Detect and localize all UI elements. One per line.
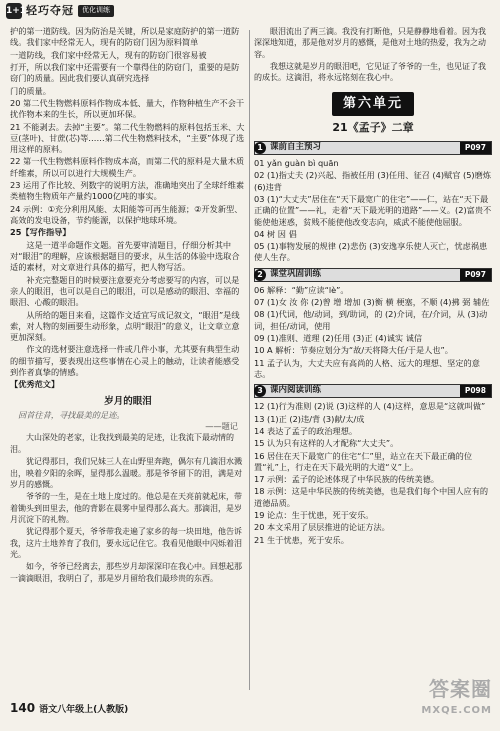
answer-item: 17 示例：孟子的论述体现了中华民族的传统美德。 xyxy=(254,474,439,485)
unit-title: 第六单元 xyxy=(332,92,414,116)
section-title: 课前自主预习 xyxy=(270,142,322,153)
answer-item: 14 表达了孟子的政治理想。 xyxy=(254,425,358,436)
brand-sub: 优化训练 xyxy=(78,5,114,17)
answer-item: 15 认为只有这样的人才配称“大丈夫”。 xyxy=(254,438,399,449)
book-title: 语文八年级上(人教版) xyxy=(39,705,129,715)
essay-paragraph: 如今，爷爷已经离去，那些岁月却深深印在我心中。回想起那一滴滴眼泪，我明白了，那是岁月留给我们最珍贵的东西。 xyxy=(10,562,242,583)
section-title: 课内阅读训练 xyxy=(270,385,322,396)
section-page-ref: P097 xyxy=(460,142,491,154)
answer-item: 20 本文采用了层层推进的论证方法。 xyxy=(254,522,390,533)
essay-paragraph: 大山深处的老家，让我找到最美的足迹，让我流下最动情的泪。 xyxy=(10,433,234,454)
answer-item: 18 示例：这是中华民族的传统美德，也是我们每个中国人应有的道德品质。 xyxy=(254,486,489,508)
answer-item: 01 yǎn guàn bì quān xyxy=(254,157,339,168)
right-column xyxy=(254,26,492,698)
watermark xyxy=(421,676,492,717)
text-line: 门的质量。 xyxy=(10,85,51,96)
answer-item: 22 第一代生物燃料原料作物成本高，而第二代的原料是大量木质纤维素，所以可以进行大规模生产。 xyxy=(10,156,245,178)
answer-item: 16 居住在天下最宽广的住宅“仁”里，站立在天下最正确的位置“礼”上，行走在天下最光明的大道“义”上。 xyxy=(254,450,473,472)
page-footer xyxy=(10,700,128,717)
left-column xyxy=(10,26,246,698)
answer-item: 24 示例：①充分利用风能、太阳能等可再生能源；②开发新型、高效的发电设备，节约能源，以保护地球环境。 xyxy=(10,203,243,225)
writing-guide-text: 从所给的题目来看，这篇作文适宜写成记叙文，“眼泪”是线索，对人物的刻画要生动形象，点明“眼泪”的意义，让文章立意更加深刻。 xyxy=(10,309,240,343)
watermark-url: MXQE.COM xyxy=(421,704,492,716)
essay-paragraph: 我想这就是岁月的眼泪吧，它见证了爷爷的一生，也见证了我的成长。这滴泪，将永远铭刻在我心中。 xyxy=(254,62,486,83)
essay-paragraph: 眼泪流出了两三滴。我没有打断他，只是静静地看着。因为我深深地知道，那是他对岁月的感慨，是他对土地的热爱，我为之动容。 xyxy=(254,27,486,59)
section-number: 2 xyxy=(254,269,266,281)
answer-item: 07 (1)女 汝 你 (2)曾 增 增加 (3)衡 横 梗塞，不顺 (4)拂 弼 辅佐 xyxy=(254,297,490,308)
answer-item: 04 树 因 倡 xyxy=(254,228,297,239)
watermark-text: 答案圈 xyxy=(429,677,492,701)
text-line: 20 第二代生物燃料原料作物成本低、量大，作物种植生产不会干扰作物本来的生长，所以更加环保。 xyxy=(10,97,245,120)
answer-item: 23 运用了作比较、列数字的说明方法，准确地突出了全球纤维素类植物生物质年产量约1000亿吨的事实。 xyxy=(10,180,245,202)
answer-item: 13 (1)正 (2)违/背 (3)献/太/成 xyxy=(254,413,365,424)
sample-essay-heading: 【优秀范文】 xyxy=(10,379,60,390)
section-bar-preview xyxy=(254,141,492,155)
text-line: 打开，所以我们家中还需要有一个靠得住的防窃门，重要的是防窃门的质量。因此我们要认真研究选择 xyxy=(10,61,240,84)
brand xyxy=(6,3,114,19)
answer-item: 09 (1)准则、道理 (2)任用 (3)正 (4)诚实 诚信 xyxy=(254,333,423,344)
essay-paragraph: 爷爷的一生，是在土地上度过的。他总是在天亮前就起床，带着锄头到田里去，他的背影在晨雾中显得那么高大。那滴泪，是岁月沉淀下的礼物。 xyxy=(10,492,242,524)
answer-item: 03 (1)“大丈夫”居住在“天下最宽广的住宅”——仁，站在“天下最正确的位置”——礼，走着“天下最光明的道路”——义。(2)富贵不能使他迷惑，贫贱不能使他改变志向，威武不能使他屈服。 xyxy=(254,193,492,227)
essay-paragraph: 犹记得那日，我们兄妹三人在山野里奔跑，偶尔有几滴泪水溅出，映着夕阳的余晖，显得那么温暖。那是爷爷留下的泪，满是对岁月的感慨。 xyxy=(10,457,242,489)
essay-continuation xyxy=(254,26,492,84)
answer-item: 06 解释：“勤”应读“lè”。 xyxy=(254,284,349,295)
section-bar-reading xyxy=(254,384,492,398)
answer-item: 19 论点：生于忧患，死于安乐。 xyxy=(254,510,374,521)
section-title: 课堂巩固训练 xyxy=(270,268,322,279)
text-line: 一道防线，我们家中经常无人，现有的防窃门很容易被 xyxy=(10,49,207,60)
page-header xyxy=(0,0,500,22)
answer-item: 21 生于忧患，死于安乐。 xyxy=(254,534,349,545)
answer-item: 12 (1)行为准则 (2)说 (3)这样的人 (4)这样，意思是“这就叫做” xyxy=(254,401,486,412)
section-page-ref: P098 xyxy=(460,385,491,397)
writing-guide-text: 补充完整题目的时候要注意要充分考虑要写的内容，可以是亲人的眼泪，也可以是自己的眼泪，可以是感动的眼泪、幸福的眼泪、心酸的眼泪。 xyxy=(10,274,240,308)
section-page-ref: P097 xyxy=(460,269,491,281)
essay-paragraph: 犹记得那个夏天，爷爷带我走遍了家乡的每一块田地，他告诉我，这片土地养育了我们，要永远记住它。我看见他眼中闪烁着泪光。 xyxy=(10,527,242,560)
essay-epigraph-source: ——题记 xyxy=(205,421,238,432)
answer-item: 10 A 解析：节奏应划分为“故/天将降大任/于是人也”。 xyxy=(254,345,453,356)
brand-logo: 1+1 xyxy=(6,3,22,19)
writing-guide-text: 这是一道半命题作文题。首先要审清题目，仔细分析其中对“眼泪”的理解，应该根据题目的要求，从生活的体验中选取合适的素材，对文章进行具体的描写，把人物写活。 xyxy=(10,239,240,273)
answer-item: 21 不能剥去。去掉“主要”。第二代生物燃料的原料包括玉米、大豆(茎叶)、甘蔗(芯)等……第二代生物燃料技术，“主要”体现了选用这样的原料。 xyxy=(10,121,245,155)
essay-title: 岁月的眼泪 xyxy=(104,395,152,407)
answer-item: 02 (1)指丈夫 (2)兴起、指被任用 (3)任用、征召 (4)赋官 (5)磨炼 (6)违背 xyxy=(254,170,491,192)
writing-guide-title: 25【写作指导】 xyxy=(10,227,71,238)
writing-guide-text: 作文的选材要注意选择一件或几件小事，尤其要有典型生动的细节描写，要表现出这些事情在心灵上的触动，让读者能感受到作者真挚的情感。 xyxy=(10,344,240,378)
column-divider xyxy=(249,30,250,690)
essay-epigraph: 回首往昔，寻找最美的足迹。 xyxy=(18,409,125,420)
essay-body xyxy=(10,432,246,584)
section-bar-classroom xyxy=(254,268,492,282)
section-number: 1 xyxy=(254,142,266,154)
answer-item: 11 孟子认为，大丈夫应有高尚的人格、远大的理想、坚定的意志。 xyxy=(254,357,480,379)
answer-item: 05 (1)事物发展的规律 (2)悲伤 (3)安逸享乐使人灭亡，忧虑祸患使人生存。 xyxy=(254,241,488,263)
page-number: 140 xyxy=(10,701,36,715)
section-number: 3 xyxy=(254,385,266,397)
text-line: 护的第一道防线。因为防治是关键，所以是家庭防护的第一道防线。我们家中经常无人，现有的防窃门因为原料简单 xyxy=(10,26,240,48)
chapter-title: 21《孟子》二章 xyxy=(332,120,414,134)
brand-name: 轻巧夺冠 xyxy=(26,4,74,18)
answer-item: 08 (1)代词，他/动词，到/助词，的 (2)介词，在/介词，从 (3)动词，担任/动词，使用 xyxy=(254,309,488,331)
